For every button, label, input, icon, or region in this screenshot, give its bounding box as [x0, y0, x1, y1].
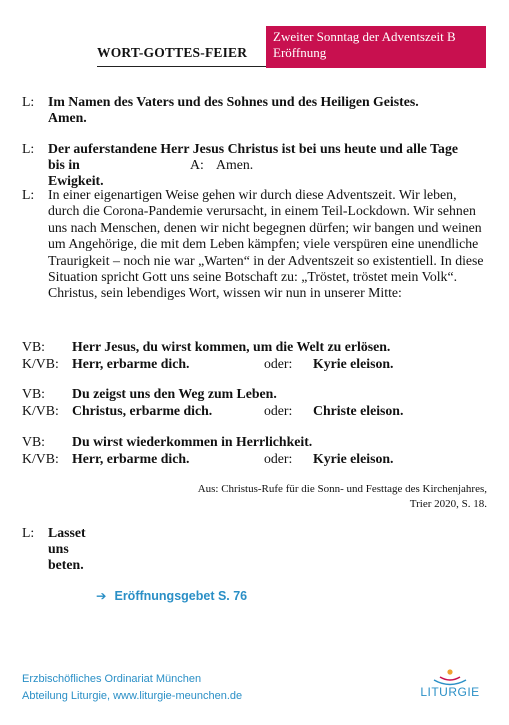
- footer: [22, 671, 242, 705]
- oder-label: oder:: [264, 356, 293, 371]
- document-title: WORT-GOTTES-FEIER: [97, 45, 248, 60]
- footer-organization: Erzbischöfliches Ordinariat München: [22, 673, 202, 685]
- alt-response: Christe eleison.: [313, 403, 404, 418]
- response-speaker: A:: [190, 157, 204, 172]
- speaker-label: L:: [22, 94, 35, 109]
- blessing-line1: Der auferstandene Herr Jesus Christus ist bei uns heute und alle Tage: [48, 141, 458, 156]
- arrow-right-icon: ➔: [96, 589, 107, 603]
- vb-text: Du wirst wiederkommen in Herrlichkeit.: [72, 434, 313, 449]
- oder-label: oder:: [264, 451, 293, 466]
- speaker-label: L:: [22, 187, 35, 202]
- greeting-line2: Amen.: [48, 110, 87, 125]
- blessing-line2: bis in Ewigkeit.: [48, 157, 104, 188]
- speaker-label: L:: [22, 141, 35, 156]
- link-text: Eröffnungsgebet S. 76: [114, 589, 248, 603]
- source-citation: [198, 482, 487, 512]
- kvb-label: K/VB:: [22, 403, 59, 418]
- response-text: Amen.: [216, 157, 254, 172]
- vb-label: VB:: [22, 386, 45, 401]
- opening-prayer-link[interactable]: [96, 588, 247, 603]
- closing-text: Lasset uns beten.: [48, 525, 86, 572]
- logo-text: LITURGIE: [420, 685, 480, 699]
- oder-label: oder:: [264, 403, 293, 418]
- header-rule: [97, 66, 267, 67]
- vb-text: Du zeigst uns den Weg zum Leben.: [72, 386, 277, 401]
- kvb-text: Herr, erbarme dich.: [72, 356, 190, 371]
- vb-text: Herr Jesus, du wirst kommen, um die Welt zu erlösen.: [72, 339, 391, 354]
- vb-label: VB:: [22, 434, 45, 449]
- greeting-line1: Im Namen des Vaters und des Sohnes und des Heiligen Geistes.: [48, 94, 419, 109]
- kvb-text: Herr, erbarme dich.: [72, 451, 190, 466]
- source-line2: Trier 2020, S. 18.: [409, 498, 487, 510]
- header-label-line1: Zweiter Sonntag der Adventszeit B: [273, 29, 456, 44]
- vb-label: VB:: [22, 339, 45, 354]
- header-label-box: [266, 26, 486, 68]
- footer-department: Abteilung Liturgie, www.liturgie-meunchen.de: [22, 690, 243, 702]
- kvb-label: K/VB:: [22, 451, 59, 466]
- kvb-text: Christus, erbarme dich.: [72, 403, 213, 418]
- speaker-label: L:: [22, 525, 35, 540]
- source-line1: Aus: Christus-Rufe für die Sonn- und Festtage des Kirchenjahres,: [197, 483, 487, 495]
- kvb-label: K/VB:: [22, 356, 59, 371]
- alt-response: Kyrie eleison.: [313, 356, 394, 371]
- header-label-line2: Eröffnung: [273, 45, 327, 60]
- introduction-paragraph: In einer eigenartigen Weise gehen wir durch diese Adventszeit. Wir leben, durch die Corona-Pandemie verursacht, in einem Teil-Lockdown. Wir sehnen uns nach Menschen, denen wir nicht begegnen dürfen; wir bangen und weinen um Angehörige, die mit dem Leben kämpfen; viele verspüren eine unendliche Traurigkeit – noch nie war „Warten“ in der Adventszeit so existentiell. In diese Situation spricht Gott uns seine Botschaft zu: „Tröstet, tröstet mein Volk“. Christus, sein lebendiges Wort, wissen wir nun in unserer Mitte:: [48, 187, 484, 301]
- alt-response: Kyrie eleison.: [313, 451, 394, 466]
